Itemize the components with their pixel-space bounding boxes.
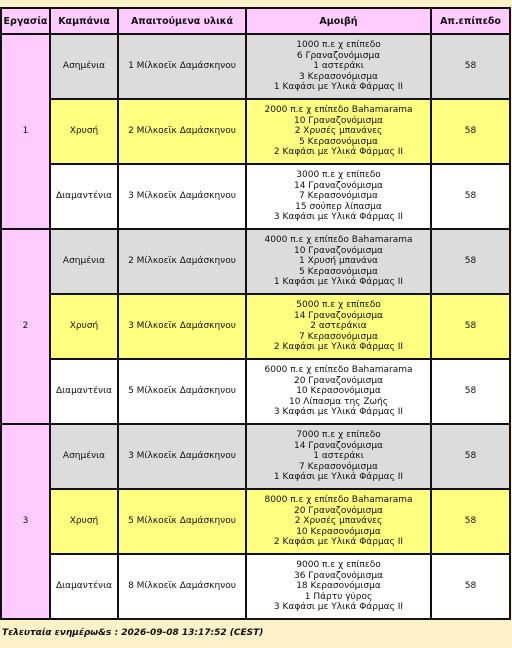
reward-cell <box>247 100 430 163</box>
campaign-cell: Διαμαντένια <box>51 165 117 228</box>
reward-line: 3 Καφάσι με Υλικά Φάρμας ΙΙ <box>273 407 404 418</box>
reward-line: 3 Κερασονόμισμα <box>299 71 378 82</box>
reward-line: 7 Κερασονόμισμα <box>299 461 378 472</box>
level-cell: 58 <box>432 230 509 293</box>
reward-cell <box>247 165 430 228</box>
table-row <box>2 35 509 98</box>
table-row <box>2 165 509 228</box>
materials-cell: 5 Μίλκοεϊκ Δαμάσκηνου <box>119 490 245 553</box>
level-cell: 58 <box>432 555 509 618</box>
reward-line: 3 Καφάσι με Υλικά Φάρμας ΙΙ <box>273 212 404 223</box>
reward-line: 15 σούπερ λίπασμα <box>295 201 382 212</box>
header-reward: Αμοιβή <box>247 9 430 33</box>
table-row <box>2 295 509 358</box>
reward-line: 10 Λίπασμα της Ζωής <box>288 396 389 407</box>
reward-line: 1 Καφάσι με Υλικά Φάρμας ΙΙ <box>273 472 404 483</box>
level-cell: 58 <box>432 295 509 358</box>
header-row <box>2 9 509 33</box>
reward-line: 2 Χρυσές μπανάνες <box>294 126 383 137</box>
reward-cell <box>247 360 430 423</box>
reward-line: 9000 π.ε χ επίπεδο <box>296 560 381 571</box>
task-number: 2 <box>2 230 49 423</box>
campaign-cell: Ασημένια <box>51 35 117 98</box>
level-cell: 58 <box>432 425 509 488</box>
quest-table-body <box>2 35 509 618</box>
reward-line: 5000 π.ε χ επίπεδο <box>296 300 381 311</box>
quest-table <box>0 7 511 620</box>
header-materials: Απαιτούμενα υλικά <box>119 9 245 33</box>
table-row <box>2 360 509 423</box>
materials-cell: 5 Μίλκοεϊκ Δαμάσκηνου <box>119 360 245 423</box>
level-cell: 58 <box>432 360 509 423</box>
reward-line: 6000 π.ε χ επίπεδο Bahamarama <box>264 365 413 376</box>
reward-line: 7 Κερασονόμισμα <box>299 191 378 202</box>
last-updated-text: Τελευταία ενημέρω&s : 2026-09-08 13:17:52 (CEST) <box>2 628 264 638</box>
level-cell: 58 <box>432 490 509 553</box>
reward-line: 7 Κερασονόμισμα <box>299 331 378 342</box>
reward-line: 1 Πάρτυ γύρος <box>304 591 373 602</box>
reward-line: 14 Γραναζονόμισμα <box>293 180 383 191</box>
reward-line: 4000 π.ε χ επίπεδο Bahamarama <box>264 235 413 246</box>
materials-cell: 2 Μίλκοεϊκ Δαμάσκηνου <box>119 100 245 163</box>
reward-line: 10 Κερασονόμισμα <box>296 386 381 397</box>
level-cell: 58 <box>432 165 509 228</box>
reward-line: 8000 π.ε χ επίπεδο Bahamarama <box>264 495 413 506</box>
reward-line: 1 Καφάσι με Υλικά Φάρμας ΙΙ <box>273 82 404 93</box>
reward-cell <box>247 490 430 553</box>
table-row <box>2 555 509 618</box>
materials-cell: 8 Μίλκοεϊκ Δαμάσκηνου <box>119 555 245 618</box>
reward-line: 5 Κερασονόμισμα <box>299 136 378 147</box>
reward-line: 20 Γραναζονόμισμα <box>293 375 383 386</box>
reward-line: 14 Γραναζονόμισμα <box>293 310 383 321</box>
reward-line: 2 Καφάσι με Υλικά Φάρμας ΙΙ <box>273 537 404 548</box>
reward-line: 2 Χρυσές μπανάνες <box>294 516 383 527</box>
materials-cell: 2 Μίλκοεϊκ Δαμάσκηνου <box>119 230 245 293</box>
reward-line: 3000 π.ε χ επίπεδο <box>296 170 381 181</box>
reward-line: 2000 π.ε χ επίπεδο Bahamarama <box>264 105 413 116</box>
reward-cell <box>247 295 430 358</box>
reward-line: 10 Γραναζονόμισμα <box>293 115 383 126</box>
reward-line: 7000 π.ε χ επίπεδο <box>296 430 381 441</box>
reward-cell <box>247 230 430 293</box>
reward-line: 1 αστεράκι <box>313 451 364 462</box>
campaign-cell: Χρυσή <box>51 490 117 553</box>
table-row <box>2 100 509 163</box>
reward-cell <box>247 35 430 98</box>
campaign-cell: Χρυσή <box>51 100 117 163</box>
reward-line: 36 Γραναζονόμισμα <box>293 570 383 581</box>
reward-line: 10 Κερασονόμισμα <box>296 526 381 537</box>
reward-cell <box>247 425 430 488</box>
reward-line: 10 Γραναζονόμισμα <box>293 245 383 256</box>
reward-line: 6 Γραναζονόμισμα <box>296 50 381 61</box>
materials-cell: 3 Μίλκοεϊκ Δαμάσκηνου <box>119 165 245 228</box>
reward-line: 1 Καφάσι με Υλικά Φάρμας ΙΙ <box>273 277 404 288</box>
campaign-cell: Διαμαντένια <box>51 555 117 618</box>
reward-line: 1000 π.ε χ επίπεδο <box>296 40 381 51</box>
task-number: 3 <box>2 425 49 618</box>
level-cell: 58 <box>432 100 509 163</box>
campaign-cell: Ασημένια <box>51 230 117 293</box>
materials-cell: 3 Μίλκοεϊκ Δαμάσκηνου <box>119 295 245 358</box>
reward-cell <box>247 555 430 618</box>
materials-cell: 3 Μίλκοεϊκ Δαμάσκηνου <box>119 425 245 488</box>
reward-line: 3 Καφάσι με Υλικά Φάρμας ΙΙ <box>273 602 404 613</box>
reward-line: 18 Κερασονόμισμα <box>296 581 381 592</box>
reward-line: 2 αστεράκια <box>310 321 367 332</box>
campaign-cell: Ασημένια <box>51 425 117 488</box>
header-level: Απ.επίπεδο <box>432 9 509 33</box>
task-number: 1 <box>2 35 49 228</box>
reward-line: 2 Καφάσι με Υλικά Φάρμας ΙΙ <box>273 147 404 158</box>
materials-cell: 1 Μίλκοεϊκ Δαμάσκηνου <box>119 35 245 98</box>
campaign-cell: Διαμαντένια <box>51 360 117 423</box>
reward-line: 5 Κερασονόμισμα <box>299 266 378 277</box>
table-row <box>2 425 509 488</box>
level-cell: 58 <box>432 35 509 98</box>
reward-line: 1 Χρυσή μπανάνα <box>299 256 378 267</box>
header-campaign: Καμπάνια <box>51 9 117 33</box>
reward-line: 2 Καφάσι με Υλικά Φάρμας ΙΙ <box>273 342 404 353</box>
table-row <box>2 490 509 553</box>
reward-line: 14 Γραναζονόμισμα <box>293 440 383 451</box>
reward-line: 20 Γραναζονόμισμα <box>293 505 383 516</box>
reward-line: 1 αστεράκι <box>313 61 364 72</box>
header-task: Εργασία <box>2 9 49 33</box>
table-row <box>2 230 509 293</box>
campaign-cell: Χρυσή <box>51 295 117 358</box>
